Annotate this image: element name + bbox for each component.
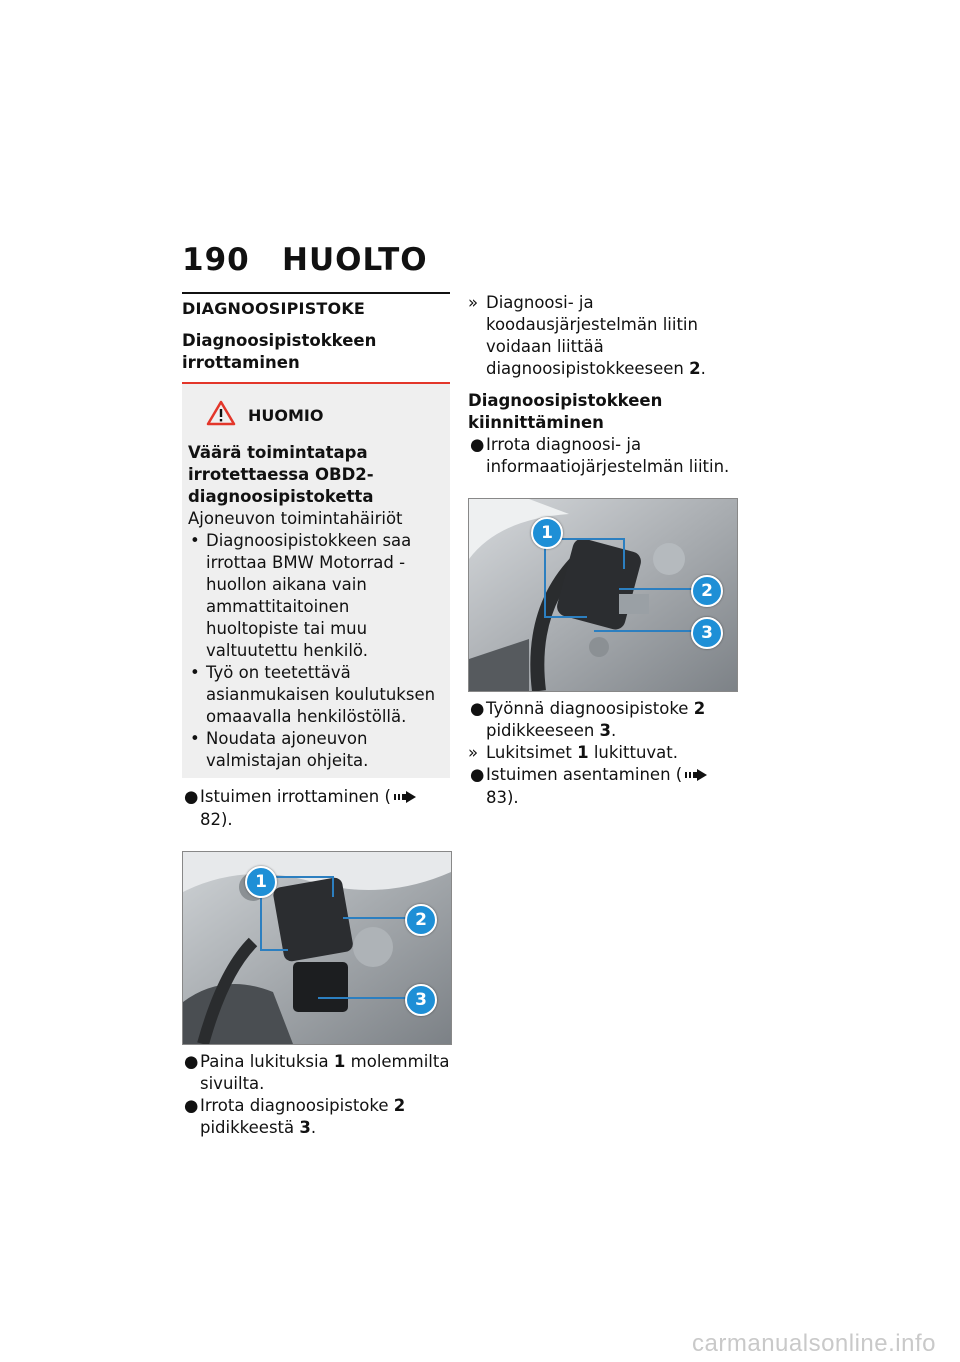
subsection-title-remove: Diagnoosipistokkeen irrottaminen [182, 331, 377, 372]
step-press-locks: ● Paina lukituksia 1 molemmilta sivuilta. [184, 1051, 450, 1093]
chapter-title: HUOLTO [282, 242, 428, 278]
step-insert-plug: ● Työnnä diagnoosipistoke 2 pidikkeeseen 3. [470, 699, 706, 740]
notice-bullet: • Noudata ajoneuvon valmistajan ohjeita. [190, 729, 369, 770]
callout-2: 2 [691, 575, 723, 607]
page-reference-arrow-icon [685, 765, 707, 787]
photo-diagnostic-plug-attach [468, 498, 738, 692]
watermark: carmanualsonline.info [692, 1330, 936, 1357]
callout-3: 3 [691, 617, 723, 649]
callout-3: 3 [405, 984, 437, 1016]
step-install-seat: ● Istuimen asentaminen (83). [468, 764, 738, 809]
section-title: DIAGNOOSIPISTOKE [182, 292, 450, 320]
page-number: 190 [182, 242, 250, 278]
callout-2: 2 [405, 904, 437, 936]
step-remove-plug: ● Irrota diagnoosipistoke 2 pidikkeestä 3. [184, 1095, 406, 1137]
step-remove-seat: ● Istuimen irrottaminen (82). [182, 786, 450, 831]
notice-bullet: • Työ on teetettävä asianmukaisen koulutuksen omaavalla henkilöstöllä. [190, 663, 436, 726]
result-connect-tester: » Diagnoosi- ja koodausjärjestelmän liitin voidaan liittää diagnoosipistokkeeseen 2. [468, 293, 706, 378]
left-column [182, 292, 450, 1139]
step-disconnect-tester: ● Irrota diagnoosi- ja informaatiojärjestelmän liitin. [470, 435, 730, 476]
warning-triangle-icon [206, 400, 248, 432]
notice-consequence: Ajoneuvon toimintahäiriöt [188, 509, 403, 528]
notice-header [206, 400, 444, 432]
notice-label: HUOMIO [248, 406, 324, 425]
callout-1: 1 [531, 517, 563, 549]
result-locks-engage: » Lukitsimet 1 lukittuvat. [468, 743, 678, 762]
photo-diagnostic-plug-remove [182, 851, 452, 1045]
page-reference-arrow-icon [394, 787, 416, 809]
subsection-title-attach: Diagnoosipistokkeen kiinnittäminen [468, 391, 663, 432]
callout-1: 1 [245, 866, 277, 898]
page-header [182, 240, 428, 280]
notice-headline: Väärä toimintatapa irrotettaessa OBD2-diagnoosipistoketta [188, 443, 374, 506]
right-column [468, 292, 738, 809]
notice-box [182, 384, 450, 778]
notice-bullet: • Diagnoosipistokkeen saa irrottaa BMW Motorrad -huollon aikana vain ammattitaitoinen huoltopiste tai muu valtuutettu henkilö. [190, 531, 412, 660]
